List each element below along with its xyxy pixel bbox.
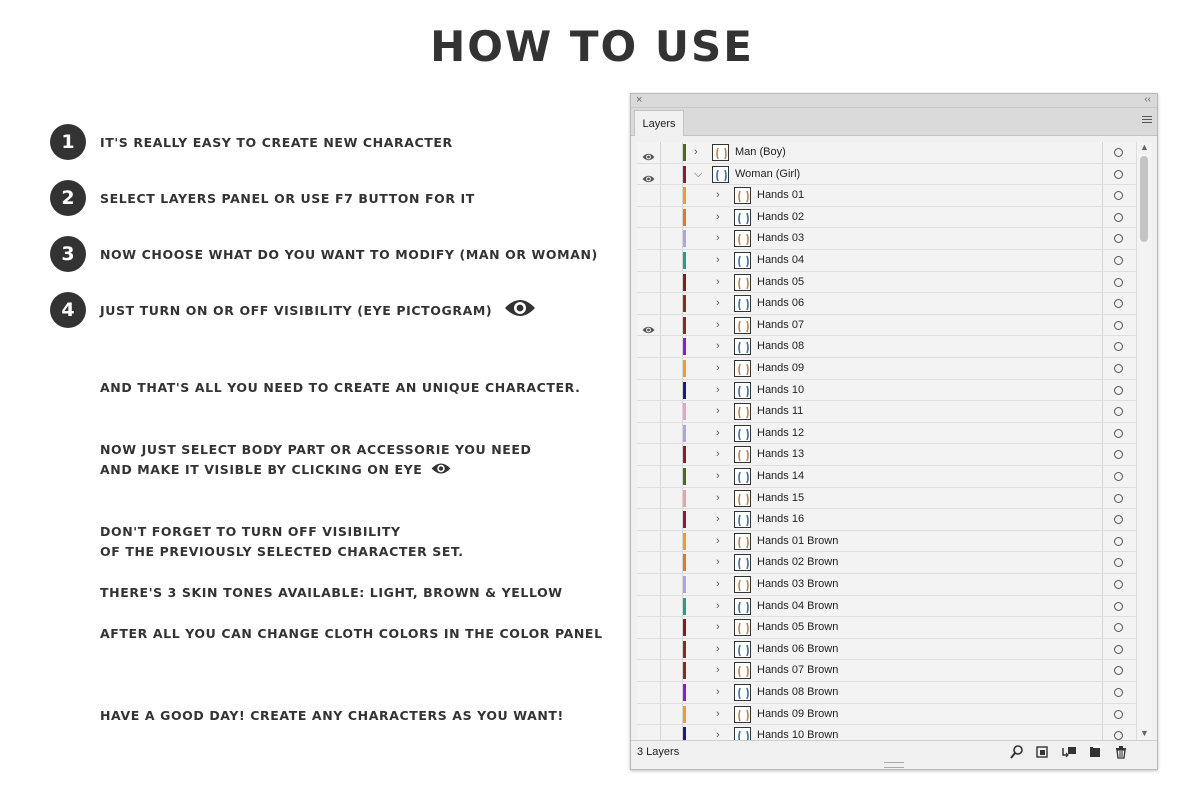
target-circle-icon <box>1114 494 1123 503</box>
lock-toggle[interactable] <box>661 574 683 595</box>
layer-thumbnail <box>734 317 751 334</box>
layer-thumbnail <box>734 187 751 204</box>
lock-toggle[interactable] <box>661 704 683 725</box>
chevron-right-icon[interactable]: › <box>716 448 720 461</box>
scroll-up-icon[interactable]: ▲ <box>1140 142 1149 152</box>
visibility-toggle[interactable] <box>637 466 661 487</box>
visibility-toggle[interactable] <box>637 509 661 530</box>
panel-title-bar <box>631 94 1157 108</box>
chevron-right-icon[interactable]: › <box>716 405 720 418</box>
chevron-right-icon[interactable]: › <box>716 426 720 439</box>
layer-row[interactable] <box>637 401 1136 423</box>
target-circle-icon <box>1114 342 1123 351</box>
footer-toolbar <box>1009 745 1129 759</box>
layer-row[interactable] <box>637 552 1136 574</box>
target-toggle[interactable] <box>1102 272 1136 293</box>
target-circle-icon <box>1114 148 1123 157</box>
layer-color-swatch <box>683 317 686 334</box>
target-circle-icon <box>1114 429 1123 438</box>
target-circle-icon <box>1114 472 1123 481</box>
layer-row[interactable] <box>637 185 1136 207</box>
visibility-toggle[interactable] <box>637 725 661 740</box>
visibility-toggle[interactable] <box>637 380 661 401</box>
step-number: 4 <box>50 292 86 328</box>
layer-name[interactable]: Hands 02 Brown <box>757 556 839 569</box>
note-select-line-1: NOW JUST SELECT BODY PART OR ACCESSORIE YOU NEED <box>100 442 532 457</box>
chevron-right-icon[interactable]: › <box>716 534 720 547</box>
target-circle-icon <box>1114 299 1123 308</box>
target-toggle[interactable] <box>1102 509 1136 530</box>
panel-tab-bar <box>631 108 1157 136</box>
visibility-toggle[interactable] <box>637 272 661 293</box>
target-toggle[interactable] <box>1102 574 1136 595</box>
lock-toggle[interactable] <box>661 639 683 660</box>
layer-row[interactable] <box>637 315 1136 337</box>
target-circle-icon <box>1114 623 1123 632</box>
visibility-toggle[interactable] <box>637 250 661 271</box>
target-toggle[interactable] <box>1102 660 1136 681</box>
layer-color-swatch <box>683 274 686 291</box>
visibility-toggle[interactable] <box>637 207 661 228</box>
chevron-right-icon[interactable]: › <box>716 340 720 353</box>
layer-row[interactable] <box>637 423 1136 445</box>
lock-toggle[interactable] <box>661 531 683 552</box>
layer-thumbnail <box>734 619 751 636</box>
layer-color-swatch <box>683 554 686 571</box>
target-toggle[interactable] <box>1102 488 1136 509</box>
target-toggle[interactable] <box>1102 725 1136 740</box>
visibility-toggle[interactable] <box>637 423 661 444</box>
layer-color-swatch <box>683 403 686 420</box>
layers-panel <box>630 93 1158 770</box>
new-layer-icon[interactable] <box>1087 745 1103 759</box>
target-circle-icon <box>1114 256 1123 265</box>
layer-thumbnail <box>734 576 751 593</box>
lock-toggle[interactable] <box>661 682 683 703</box>
visibility-toggle[interactable] <box>637 228 661 249</box>
layer-name[interactable]: Hands 05 <box>757 275 805 288</box>
layer-thumbnail <box>734 446 751 463</box>
layer-thumbnail <box>712 166 729 183</box>
note-cloth-colors: AFTER ALL YOU CAN CHANGE CLOTH COLORS IN THE COLOR PANEL <box>100 626 603 641</box>
layer-row[interactable] <box>637 531 1136 553</box>
target-toggle[interactable] <box>1102 682 1136 703</box>
page-title: HOW TO USE <box>430 22 754 71</box>
eye-icon <box>504 298 536 323</box>
visibility-toggle[interactable] <box>637 336 661 357</box>
target-circle-icon <box>1114 234 1123 243</box>
layer-thumbnail <box>734 533 751 550</box>
target-toggle[interactable] <box>1102 142 1136 163</box>
layer-name[interactable]: Hands 15 <box>757 491 805 504</box>
layer-color-swatch <box>683 533 686 550</box>
layer-name[interactable]: Hands 04 Brown <box>757 599 839 612</box>
chevron-right-icon[interactable]: › <box>716 189 720 202</box>
lock-toggle[interactable] <box>661 488 683 509</box>
layer-color-swatch <box>683 490 686 507</box>
target-toggle[interactable] <box>1102 164 1136 185</box>
lock-toggle[interactable] <box>661 336 683 357</box>
target-circle-icon <box>1114 450 1123 459</box>
layer-color-swatch <box>683 295 686 312</box>
chevron-right-icon[interactable]: › <box>716 318 720 331</box>
target-circle-icon <box>1114 580 1123 589</box>
layer-color-swatch <box>683 727 686 740</box>
chevron-right-icon[interactable]: › <box>716 578 720 590</box>
visibility-toggle[interactable] <box>637 574 661 595</box>
layer-name[interactable]: Hands 04 <box>757 254 805 266</box>
chevron-right-icon[interactable]: › <box>716 642 720 655</box>
layer-thumbnail <box>734 338 751 355</box>
layer-color-swatch <box>683 252 686 269</box>
layer-row[interactable] <box>637 164 1136 186</box>
layer-thumbnail <box>734 403 751 420</box>
target-circle-icon <box>1114 213 1123 222</box>
target-toggle[interactable] <box>1102 466 1136 487</box>
note-skin-tones: THERE'S 3 SKIN TONES AVAILABLE: LIGHT, BROWN & YELLOW <box>100 585 563 600</box>
chevron-right-icon[interactable]: › <box>716 491 720 504</box>
step-number: 3 <box>50 236 86 272</box>
chevron-right-icon[interactable]: › <box>716 621 720 634</box>
layer-color-swatch <box>683 576 686 593</box>
layer-row[interactable] <box>637 682 1136 704</box>
locate-object-icon[interactable] <box>1009 745 1025 759</box>
scroll-thumb[interactable] <box>1140 156 1148 242</box>
target-circle-icon <box>1114 666 1123 675</box>
chevron-right-icon[interactable]: › <box>716 729 720 740</box>
eye-icon <box>431 461 451 481</box>
target-toggle[interactable] <box>1102 639 1136 660</box>
layer-name[interactable]: Hands 08 <box>757 340 805 353</box>
lock-toggle[interactable] <box>661 660 683 681</box>
visibility-toggle[interactable] <box>637 488 661 509</box>
layer-name[interactable]: Hands 01 Brown <box>757 534 839 547</box>
layer-color-swatch <box>683 662 686 679</box>
target-circle-icon <box>1114 645 1123 654</box>
layer-color-swatch <box>683 706 686 723</box>
lock-toggle[interactable] <box>661 380 683 401</box>
target-toggle[interactable] <box>1102 293 1136 314</box>
layer-name[interactable]: Hands 10 Brown <box>757 729 839 740</box>
layer-color-swatch <box>683 425 686 442</box>
layer-color-swatch <box>683 684 686 701</box>
layer-row[interactable] <box>637 336 1136 358</box>
chevron-right-icon[interactable]: › <box>716 297 720 310</box>
visibility-toggle[interactable] <box>637 639 661 660</box>
panel-footer <box>631 740 1157 762</box>
chevron-right-icon[interactable]: › <box>716 707 720 720</box>
layer-name[interactable]: Hands 06 Brown <box>757 642 839 655</box>
layer-thumbnail <box>734 554 751 571</box>
target-circle-icon <box>1114 170 1123 179</box>
layer-row[interactable] <box>637 509 1136 531</box>
trash-icon[interactable] <box>1113 745 1129 759</box>
visibility-toggle[interactable] <box>637 704 661 725</box>
lock-toggle[interactable] <box>661 466 683 487</box>
chevron-right-icon[interactable]: › <box>716 513 720 526</box>
collapse-icon[interactable]: ‹‹ <box>1144 94 1151 105</box>
chevron-right-icon[interactable]: › <box>716 210 720 223</box>
visibility-toggle[interactable] <box>637 596 661 617</box>
chevron-right-icon[interactable]: › <box>694 146 698 158</box>
visibility-toggle[interactable] <box>637 552 661 573</box>
step-number: 1 <box>50 124 86 160</box>
layer-thumbnail <box>734 295 751 312</box>
visibility-toggle[interactable] <box>637 401 661 422</box>
layer-thumbnail <box>734 209 751 226</box>
layer-color-swatch <box>683 360 686 377</box>
layer-name[interactable]: Hands 16 <box>757 513 805 526</box>
layer-color-swatch <box>683 382 686 399</box>
layer-thumbnail <box>734 425 751 442</box>
layer-row[interactable] <box>637 488 1136 510</box>
layer-name[interactable]: Hands 09 Brown <box>757 707 839 720</box>
layer-count: 3 Layers <box>637 746 680 758</box>
layer-name[interactable]: Man (Boy) <box>735 146 786 158</box>
layer-color-swatch <box>683 187 686 204</box>
layer-color-swatch <box>683 468 686 485</box>
layer-thumbnail <box>734 511 751 528</box>
lock-toggle[interactable] <box>661 207 683 228</box>
target-circle-icon <box>1114 407 1123 416</box>
step-text: NOW CHOOSE WHAT DO YOU WANT TO MODIFY (MAN OR WOMAN) <box>100 246 598 262</box>
target-circle-icon <box>1114 191 1123 200</box>
layer-name[interactable]: Hands 01 <box>757 189 805 202</box>
layer-row[interactable] <box>637 444 1136 466</box>
layer-color-swatch <box>683 598 686 615</box>
lock-toggle[interactable] <box>661 617 683 638</box>
target-toggle[interactable] <box>1102 617 1136 638</box>
layer-color-swatch <box>683 619 686 636</box>
lock-toggle[interactable] <box>661 228 683 249</box>
visibility-toggle[interactable] <box>637 660 661 681</box>
layer-thumbnail <box>712 144 729 161</box>
layer-thumbnail <box>734 598 751 615</box>
tab-layers[interactable]: Layers <box>634 110 684 136</box>
chevron-right-icon[interactable]: › <box>716 254 720 266</box>
clipping-mask-icon[interactable] <box>1035 745 1051 759</box>
layer-row[interactable] <box>637 228 1136 250</box>
resize-grip[interactable] <box>884 762 904 768</box>
target-toggle[interactable] <box>1102 552 1136 573</box>
target-toggle[interactable] <box>1102 207 1136 228</box>
visibility-toggle[interactable] <box>637 142 661 163</box>
layer-thumbnail <box>734 382 751 399</box>
lock-toggle[interactable] <box>661 164 683 185</box>
layer-thumbnail <box>734 706 751 723</box>
new-sublayer-icon[interactable] <box>1061 745 1077 759</box>
target-toggle[interactable] <box>1102 444 1136 465</box>
layer-row[interactable] <box>637 380 1136 402</box>
layer-color-swatch <box>683 166 686 183</box>
lock-toggle[interactable] <box>661 725 683 740</box>
target-toggle[interactable] <box>1102 423 1136 444</box>
step-text: SELECT LAYERS PANEL OR USE F7 BUTTON FOR IT <box>100 190 475 206</box>
layer-color-swatch <box>683 446 686 463</box>
layer-row[interactable] <box>637 660 1136 682</box>
note-forget-line-2: OF THE PREVIOUSLY SELECTED CHARACTER SET. <box>100 544 464 559</box>
layer-row[interactable] <box>637 639 1136 661</box>
visibility-toggle[interactable] <box>637 164 661 185</box>
chevron-right-icon[interactable]: › <box>716 686 720 698</box>
lock-toggle[interactable] <box>661 142 683 163</box>
target-toggle[interactable] <box>1102 315 1136 336</box>
target-circle-icon <box>1114 710 1123 719</box>
target-toggle[interactable] <box>1102 228 1136 249</box>
layer-color-swatch <box>683 230 686 247</box>
layer-name[interactable]: Hands 03 <box>757 232 805 245</box>
visibility-toggle[interactable] <box>637 682 661 703</box>
lock-toggle[interactable] <box>661 315 683 336</box>
target-circle-icon <box>1114 602 1123 611</box>
lock-toggle[interactable] <box>661 596 683 617</box>
target-circle-icon <box>1114 278 1123 287</box>
step-4 <box>50 292 536 328</box>
chevron-right-icon[interactable]: › <box>716 556 720 569</box>
lock-toggle[interactable] <box>661 358 683 379</box>
step-text: JUST TURN ON OR OFF VISIBILITY (EYE PICTOGRAM) <box>100 302 493 318</box>
lock-toggle[interactable] <box>661 272 683 293</box>
panel-menu-icon[interactable] <box>1142 116 1152 125</box>
target-toggle[interactable] <box>1102 380 1136 401</box>
layer-row[interactable] <box>637 272 1136 294</box>
target-circle-icon <box>1114 537 1123 546</box>
visibility-toggle[interactable] <box>637 315 661 336</box>
target-circle-icon <box>1114 515 1123 524</box>
visibility-toggle[interactable] <box>637 185 661 206</box>
layer-name[interactable]: Hands 11 <box>757 405 804 418</box>
scroll-down-icon[interactable]: ▼ <box>1140 728 1149 738</box>
lock-toggle[interactable] <box>661 444 683 465</box>
target-toggle[interactable] <box>1102 596 1136 617</box>
note-good-day: HAVE A GOOD DAY! CREATE ANY CHARACTERS AS YOU WANT! <box>100 708 564 723</box>
note-select-line-2-text: AND MAKE IT VISIBLE BY CLICKING ON EYE <box>100 462 423 477</box>
chevron-right-icon[interactable]: › <box>716 232 720 245</box>
layer-name[interactable]: Hands 06 <box>757 297 805 310</box>
chevron-right-icon[interactable]: › <box>716 383 720 396</box>
layers-list <box>637 142 1136 740</box>
layer-thumbnail <box>734 662 751 679</box>
layer-thumbnail <box>734 230 751 247</box>
visibility-toggle[interactable] <box>637 358 661 379</box>
visibility-toggle[interactable] <box>637 617 661 638</box>
layer-row[interactable] <box>637 466 1136 488</box>
chevron-right-icon[interactable]: › <box>716 470 720 482</box>
target-toggle[interactable] <box>1102 185 1136 206</box>
lock-toggle[interactable] <box>661 293 683 314</box>
chevron-right-icon[interactable]: › <box>716 664 720 677</box>
target-circle-icon <box>1114 386 1123 395</box>
layer-row[interactable] <box>637 358 1136 380</box>
target-toggle[interactable] <box>1102 336 1136 357</box>
layer-color-swatch <box>683 209 686 226</box>
step-number: 2 <box>50 180 86 216</box>
target-circle-icon <box>1114 688 1123 697</box>
layer-color-swatch <box>683 641 686 658</box>
lock-toggle[interactable] <box>661 401 683 422</box>
chevron-right-icon[interactable]: › <box>716 599 720 612</box>
note-forget-line-1: DON'T FORGET TO TURN OFF VISIBILITY <box>100 524 401 539</box>
layer-thumbnail <box>734 641 751 658</box>
target-circle-icon <box>1114 364 1123 373</box>
step-2 <box>50 180 475 216</box>
target-toggle[interactable] <box>1102 401 1136 422</box>
target-circle-icon <box>1114 558 1123 567</box>
layer-row[interactable] <box>637 704 1136 726</box>
visibility-toggle[interactable] <box>637 444 661 465</box>
layer-row[interactable] <box>637 725 1136 740</box>
layer-name[interactable]: Hands 10 <box>757 383 805 396</box>
layer-name[interactable]: Hands 08 Brown <box>757 686 839 698</box>
layer-row[interactable] <box>637 293 1136 315</box>
target-circle-icon <box>1114 731 1123 740</box>
layer-name[interactable]: Hands 09 <box>757 362 805 374</box>
layer-thumbnail <box>734 360 751 377</box>
scrollbar[interactable] <box>1136 142 1152 740</box>
lock-toggle[interactable] <box>661 552 683 573</box>
layer-name[interactable]: Hands 07 Brown <box>757 664 839 677</box>
layer-color-swatch <box>683 338 686 355</box>
layer-name[interactable]: Hands 02 <box>757 210 805 223</box>
layer-row[interactable] <box>637 596 1136 618</box>
lock-toggle[interactable] <box>661 423 683 444</box>
chevron-right-icon[interactable]: › <box>716 275 720 288</box>
layer-thumbnail <box>734 684 751 701</box>
layer-row[interactable] <box>637 207 1136 229</box>
layer-name[interactable]: Hands 07 <box>757 318 805 331</box>
layer-color-swatch <box>683 511 686 528</box>
target-toggle[interactable] <box>1102 531 1136 552</box>
note-all-you-need: AND THAT'S ALL YOU NEED TO CREATE AN UNIQUE CHARACTER. <box>100 380 581 395</box>
layer-color-swatch <box>683 144 686 161</box>
layer-row[interactable] <box>637 250 1136 272</box>
note-select-line-2 <box>100 460 451 481</box>
layer-thumbnail <box>734 468 751 485</box>
layer-name[interactable]: Woman (Girl) <box>735 167 801 180</box>
layer-name[interactable]: Hands 03 Brown <box>757 578 839 590</box>
step-1 <box>50 124 453 160</box>
layer-thumbnail <box>734 490 751 507</box>
lock-toggle[interactable] <box>661 185 683 206</box>
layer-row[interactable] <box>637 617 1136 639</box>
target-toggle[interactable] <box>1102 704 1136 725</box>
chevron-right-icon[interactable]: › <box>716 362 720 374</box>
visibility-toggle[interactable] <box>637 293 661 314</box>
step-text: IT'S REALLY EASY TO CREATE NEW CHARACTER <box>100 134 453 150</box>
layer-thumbnail <box>734 274 751 291</box>
layer-thumbnail <box>734 252 751 269</box>
layer-thumbnail <box>734 727 751 740</box>
layer-name[interactable]: Hands 14 <box>757 470 805 482</box>
lock-toggle[interactable] <box>661 250 683 271</box>
target-toggle[interactable] <box>1102 250 1136 271</box>
step-3 <box>50 236 598 272</box>
layer-name[interactable]: Hands 13 <box>757 448 805 461</box>
target-circle-icon <box>1114 321 1123 330</box>
close-icon[interactable]: × <box>636 94 643 106</box>
lock-toggle[interactable] <box>661 509 683 530</box>
layer-name[interactable]: Hands 05 Brown <box>757 621 839 634</box>
target-toggle[interactable] <box>1102 358 1136 379</box>
layer-row[interactable] <box>637 574 1136 596</box>
chevron-down-icon[interactable]: ⌵ <box>694 167 703 180</box>
layer-row[interactable] <box>637 142 1136 164</box>
visibility-toggle[interactable] <box>637 531 661 552</box>
layer-name[interactable]: Hands 12 <box>757 426 805 439</box>
